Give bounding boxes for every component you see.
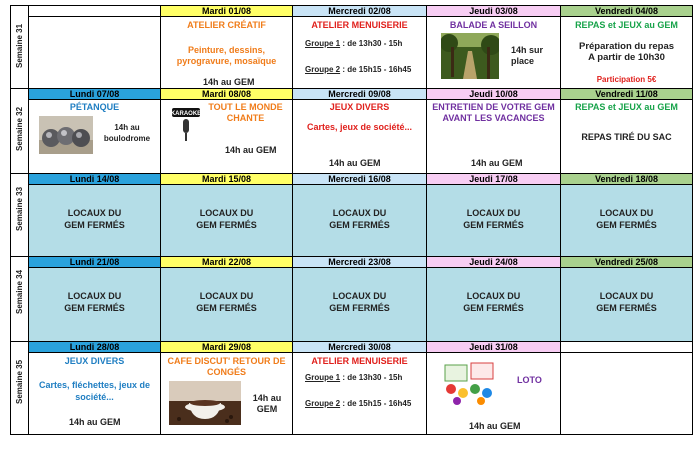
closed-notice: LOCAUX DU GEM FERMÉS [64,208,125,230]
closed-notice: LOCAUX DU GEM FERMÉS [329,208,390,230]
activity-desc: Cartes, fléchettes, jeux de société... [38,380,151,402]
closed-cell [427,185,561,257]
week-31-label-cell [11,6,29,89]
closed-cell [29,185,161,257]
closed-notice: LOCAUX DU GEM FERMÉS [64,291,125,313]
activity-title: REPAS et JEUX au GEM [575,102,678,112]
day-header: Vendredi 04/08 [561,6,693,17]
group-time: : de 13h30 - 15h [342,373,403,382]
activity-time: 14h au GEM [471,158,523,168]
activity-title: PÉTANQUE [69,102,120,112]
activity-desc: Préparation du repas A partir de 10h30 [578,41,675,63]
week-31-header-row [11,6,693,17]
activity-cell [161,17,293,89]
day-header: Lundi 21/08 [29,257,161,268]
group-time: : de 15h15 - 16h45 [342,65,412,74]
week-34-body-row [11,268,693,342]
week-35-body-row [11,353,693,435]
activity-desc: REPAS TIRÉ DU SAC [581,132,672,142]
karaoke-microphone-icon [169,102,203,142]
group-label: Groupe 2 [305,65,341,74]
day-header: Mardi 08/08 [161,89,293,100]
activity-time: 14h au GEM [69,417,121,427]
day-header: Mardi 15/08 [161,174,293,185]
closed-cell [161,185,293,257]
activity-cell [161,100,293,174]
day-header: Mardi 22/08 [161,257,293,268]
activity-title: ENTRETIEN DE VOTRE GEM AVANT LES VACANCES [432,102,555,123]
day-header: Jeudi 10/08 [427,89,561,100]
activity-time: 14h au GEM [225,145,277,155]
day-header: Mercredi 02/08 [293,6,427,17]
activity-desc: Peinture, dessins, pyrogravure, mosaïque [176,45,277,66]
day-header: Vendredi 18/08 [561,174,693,185]
empty-header [29,6,161,17]
week-35-header-row [11,342,693,353]
activity-time: 14h sur place [511,45,544,66]
group-2-schedule [305,65,411,74]
closed-notice: LOCAUX DU GEM FERMÉS [463,291,524,313]
day-header: Jeudi 03/08 [427,6,561,17]
activity-title: JEUX DIVERS [329,102,390,112]
activity-cell [29,353,161,435]
day-header: Vendredi 11/08 [561,89,693,100]
day-header: Jeudi 31/08 [427,342,561,353]
activity-title: ATELIER CRÉATIF [187,20,266,30]
week-33-body-row [11,185,693,257]
day-header: Jeudi 17/08 [427,174,561,185]
activity-title: ATELIER MENUISERIE [311,356,408,366]
week-33-label-cell [11,174,29,257]
activity-desc: Cartes, jeux de société... [306,122,413,132]
lotto-balls-image [441,359,497,407]
week-33-header-row [11,174,693,185]
day-header: Mardi 01/08 [161,6,293,17]
week-32-body-row [11,100,693,174]
day-header: Lundi 07/08 [29,89,161,100]
group-time: : de 13h30 - 15h [342,39,403,48]
week-34-header-row [11,257,693,268]
day-header: Mardi 29/08 [161,342,293,353]
week-35-label-cell [11,342,29,435]
closed-notice: LOCAUX DU GEM FERMÉS [596,208,657,230]
closed-notice: LOCAUX DU GEM FERMÉS [463,208,524,230]
day-header: Mercredi 23/08 [293,257,427,268]
activity-title: REPAS et JEUX au GEM [575,20,678,30]
closed-cell [161,268,293,342]
closed-notice: LOCAUX DU GEM FERMÉS [196,291,257,313]
week-label: Semaine 34 [14,269,24,315]
activity-time: 14h au GEM [252,393,282,414]
activity-cell [293,353,427,435]
day-header: Lundi 28/08 [29,342,161,353]
planning-table [10,5,693,435]
group-1-schedule [305,39,402,48]
forest-path-photo [441,33,499,79]
activity-cell [161,353,293,435]
closed-notice: LOCAUX DU GEM FERMÉS [196,208,257,230]
activity-cell [561,17,693,89]
activity-cell [561,100,693,174]
group-label: Groupe 2 [305,399,341,408]
group-1-schedule [305,373,402,382]
activity-time: 14h au boulodrome [103,123,151,143]
activity-title: JEUX DIVERS [64,356,125,366]
closed-cell [29,268,161,342]
group-label: Groupe 1 [305,39,341,48]
week-32-label-cell [11,89,29,174]
petanque-balls-photo [39,116,93,154]
closed-cell [427,268,561,342]
closed-notice: LOCAUX DU GEM FERMÉS [596,291,657,313]
empty-cell [29,17,161,89]
closed-cell [561,268,693,342]
coffee-cup-photo [169,381,241,425]
day-header: Mercredi 16/08 [293,174,427,185]
group-time: : de 15h15 - 16h45 [342,399,412,408]
activity-title: CAFE DISCUT' RETOUR DE CONGÉS [167,356,286,377]
day-header: Mercredi 30/08 [293,342,427,353]
week-label: Semaine 32 [14,106,24,152]
week-34-label-cell [11,257,29,342]
day-header: Jeudi 24/08 [427,257,561,268]
week-label: Semaine 33 [14,186,24,232]
activity-time: 14h au GEM [329,158,381,168]
closed-cell [561,185,693,257]
empty-header [561,342,693,353]
activity-title: TOUT LE MONDE CHANTE [208,102,283,123]
day-header: Mercredi 09/08 [293,89,427,100]
activity-cell [427,17,561,89]
group-label: Groupe 1 [305,373,341,382]
week-31-body-row [11,17,693,89]
closed-cell [293,268,427,342]
activity-title: LOTO [517,375,542,385]
week-label: Semaine 35 [14,359,24,405]
week-32-header-row [11,89,693,100]
activity-time: 14h au GEM [203,77,255,87]
day-header: Vendredi 25/08 [561,257,693,268]
activity-time: 14h au GEM [469,421,521,431]
closed-notice: LOCAUX DU GEM FERMÉS [329,291,390,313]
day-header: Lundi 14/08 [29,174,161,185]
karaoke-badge-text: KARAOKE [170,111,202,117]
activity-cell [427,353,561,435]
activity-cell [293,100,427,174]
activity-cell [293,17,427,89]
activity-cell [29,100,161,174]
activity-title: ATELIER MENUISERIE [311,20,408,30]
activity-title: BALADE A SEILLON [449,20,538,30]
activity-cell [427,100,561,174]
empty-cell [561,353,693,435]
week-label: Semaine 31 [14,23,24,69]
activity-price: Participation 5€ [596,75,657,84]
group-2-schedule [305,399,411,408]
closed-cell [293,185,427,257]
